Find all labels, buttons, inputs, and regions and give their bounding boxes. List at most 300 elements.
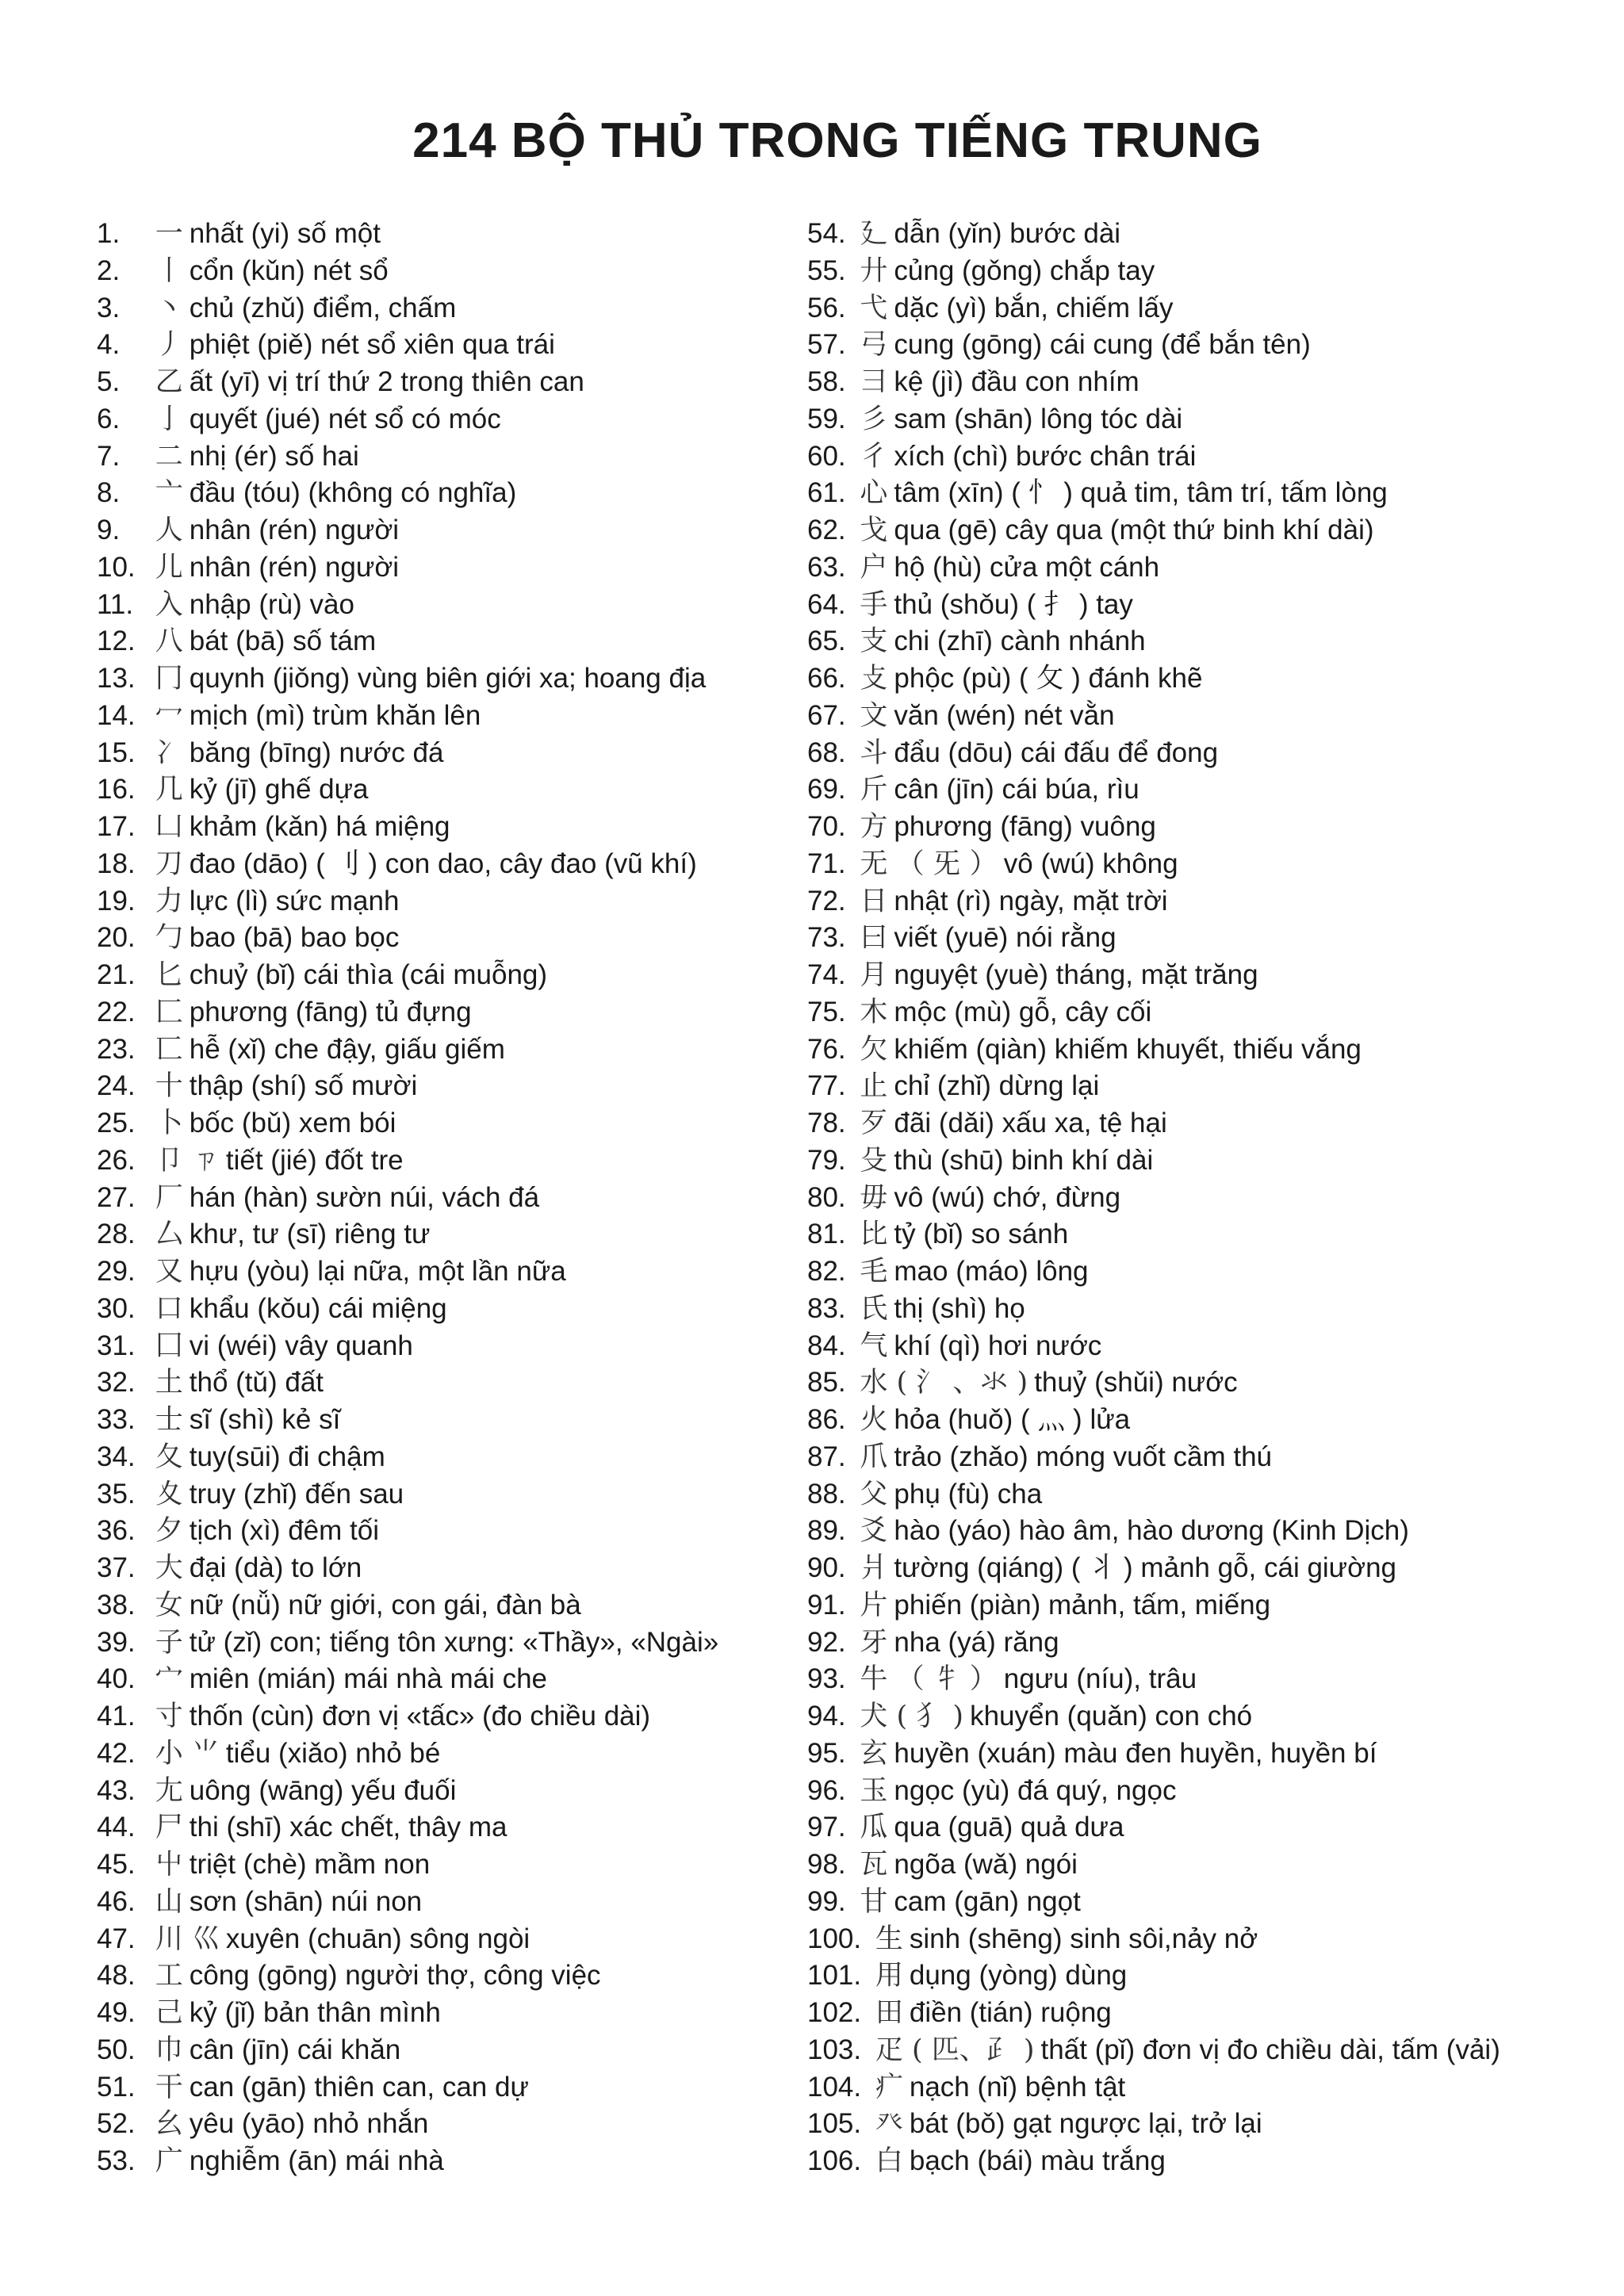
radical-description: thổ (tǔ) đất <box>189 1367 324 1399</box>
radical-row <box>807 1253 1600 1291</box>
radical-glyph: 冂 <box>155 663 183 695</box>
radical-glyph: 父 <box>860 1478 888 1510</box>
radical-glyph: 干 <box>155 2071 183 2103</box>
radical-row <box>97 1624 795 1662</box>
radical-number: 66. <box>807 663 846 694</box>
radical-description: cam (gān) ngọt <box>894 1885 1081 1917</box>
radical-number: 59. <box>807 403 846 434</box>
radical-glyph: 欠 <box>860 1033 888 1066</box>
radical-number: 94. <box>807 1701 846 1732</box>
radical-row <box>97 1773 795 1810</box>
radical-glyph: 丿 <box>155 329 183 362</box>
radical-row <box>807 1995 1600 2032</box>
radical-glyph: 心 <box>860 477 888 510</box>
radical-number: 74. <box>807 959 846 990</box>
radical-number: 23. <box>97 1033 136 1065</box>
radical-row <box>97 1402 795 1439</box>
radical-description: hào (yáo) hào âm, hào dương (Kinh Dịch) <box>894 1515 1409 1547</box>
radical-number: 14. <box>97 699 136 731</box>
radical-row <box>97 253 795 290</box>
radical-description: mao (máo) lông <box>894 1256 1089 1287</box>
radical-glyph: 毛 <box>860 1256 888 1288</box>
radical-row <box>807 1661 1600 1698</box>
radical-row <box>97 1995 795 2032</box>
radical-row <box>807 883 1600 920</box>
radical-glyph: 儿 <box>155 551 183 584</box>
radical-description: viết (yuē) nói rằng <box>894 922 1116 954</box>
radical-description: dặc (yì) bắn, chiếm lấy <box>894 292 1174 323</box>
radical-row <box>807 660 1600 698</box>
radical-row <box>97 1253 795 1291</box>
radical-description: nhất (yi) số một <box>189 218 381 249</box>
radical-row <box>807 364 1600 401</box>
radical-row <box>807 1105 1600 1142</box>
radical-glyph: 又 <box>155 1256 183 1288</box>
radical-glyph: 一 <box>155 218 183 250</box>
radical-number: 73. <box>807 922 846 954</box>
radical-number: 97. <box>807 1812 846 1843</box>
radical-description: qua (gē) cây qua (một thứ binh khí dài) <box>894 515 1374 545</box>
radical-glyph: 歹 <box>860 1108 888 1139</box>
radical-description: vô (wú) chớ, đừng <box>894 1181 1121 1213</box>
left-list <box>97 216 795 2180</box>
radical-row <box>97 1476 795 1513</box>
radical-row <box>807 1068 1600 1105</box>
radical-number: 88. <box>807 1478 846 1510</box>
radical-description: nhập (rù) vào <box>189 588 354 620</box>
radical-number: 30. <box>97 1292 136 1324</box>
radical-description: hỏa (huǒ) ( 灬 ) lửa <box>894 1404 1131 1435</box>
radical-row <box>97 1957 795 1995</box>
radical-number: 75. <box>807 996 846 1027</box>
radical-number: 98. <box>807 1849 846 1880</box>
radical-row <box>807 2032 1600 2069</box>
radical-glyph: 犬 ( 犭 ) <box>860 1701 964 1732</box>
radical-glyph: 土 <box>155 1367 183 1399</box>
radical-row <box>97 1698 795 1735</box>
radical-row <box>807 401 1600 438</box>
radical-glyph: 日 <box>860 885 888 917</box>
radical-glyph: 囗 <box>155 1330 183 1362</box>
radical-number: 45. <box>97 1849 136 1880</box>
radical-row <box>97 512 795 549</box>
radical-row <box>97 1809 795 1846</box>
radical-description: đại (dà) to lớn <box>189 1552 362 1583</box>
radical-row <box>97 1031 795 1069</box>
radical-number: 6. <box>97 403 121 434</box>
radical-description: can (gān) thiên can, can dự <box>189 2071 529 2103</box>
radical-list-left <box>97 216 795 2180</box>
radical-description: đầu (tóu) (không có nghĩa) <box>189 477 517 509</box>
radical-number: 43. <box>97 1774 136 1806</box>
radical-row <box>807 1884 1600 1921</box>
radical-description: tiết (jié) đốt tre <box>225 1144 404 1176</box>
radical-glyph: 二 <box>155 440 183 473</box>
radical-glyph: 爿 <box>860 1552 888 1584</box>
radical-description: yêu (yāo) nhỏ nhắn <box>189 2108 429 2140</box>
radical-row <box>807 1402 1600 1439</box>
radical-number: 52. <box>97 2108 136 2140</box>
radical-number: 50. <box>97 2034 136 2065</box>
radical-description: nạch (nǐ) bệnh tật <box>909 2071 1126 2103</box>
radical-row <box>807 735 1600 772</box>
radical-description: truy (zhǐ) đến sau <box>189 1478 404 1510</box>
radical-glyph: 攴 <box>860 663 888 695</box>
radical-row <box>807 512 1600 549</box>
radical-row <box>97 698 795 735</box>
radical-description: thuỷ (shǔi) nước <box>1034 1367 1238 1399</box>
radical-row <box>807 623 1600 660</box>
radical-row <box>807 475 1600 512</box>
radical-row <box>97 1105 795 1142</box>
radical-row <box>97 587 795 624</box>
radical-number: 35. <box>97 1478 136 1510</box>
radical-number: 40. <box>97 1663 136 1695</box>
radical-glyph: 卩 ㄗ <box>155 1144 220 1177</box>
radical-glyph: 弓 <box>860 329 888 362</box>
radical-number: 65. <box>807 626 846 657</box>
radical-number: 29. <box>97 1256 136 1287</box>
radical-glyph: 广 <box>155 2145 183 2177</box>
radical-glyph: 彐 <box>860 366 888 398</box>
radical-description: vô (wú) không <box>1003 848 1178 879</box>
radical-number: 60. <box>807 440 846 472</box>
radical-description: sĩ (shì) kẻ sĩ <box>189 1404 341 1435</box>
radical-row <box>97 549 795 587</box>
radical-row <box>807 1957 1600 1995</box>
radical-description: hựu (yòu) lại nữa, một lần nữa <box>189 1256 566 1287</box>
radical-number: 76. <box>807 1033 846 1065</box>
radical-number: 51. <box>97 2071 136 2103</box>
radical-glyph: 山 <box>155 1885 183 1918</box>
radical-description: củng (gǒng) chắp tay <box>894 254 1155 286</box>
radical-row <box>97 1846 795 1884</box>
radical-number: 106. <box>807 2145 862 2176</box>
radical-number: 26. <box>97 1144 136 1176</box>
radical-glyph: 尢 <box>155 1774 183 1807</box>
radical-description: tịch (xì) đêm tối <box>189 1515 379 1547</box>
radical-number: 102. <box>807 1997 862 2028</box>
radical-row <box>97 475 795 512</box>
radical-row <box>97 1550 795 1587</box>
radical-description: triệt (chè) mầm non <box>189 1849 431 1880</box>
radical-number: 19. <box>97 885 136 916</box>
radical-glyph: 廴 <box>860 218 888 250</box>
radical-glyph: 气 <box>860 1330 888 1362</box>
radical-number: 49. <box>97 1997 136 2028</box>
radical-description: bốc (bǔ) xem bói <box>189 1108 396 1138</box>
radical-description: khư, tư (sī) riêng tư <box>189 1219 431 1250</box>
radical-description: tử (zǐ) con; tiếng tôn xưng: «Thầy», «Ngài» <box>189 1626 719 1658</box>
radical-description: đẩu (dōu) cái đấu để đong <box>894 737 1219 768</box>
radical-row <box>97 2032 795 2069</box>
radical-glyph: 丨 <box>155 254 183 287</box>
radical-glyph: 爪 <box>860 1441 888 1473</box>
radical-number: 39. <box>97 1626 136 1658</box>
radical-glyph: 勹 <box>155 922 183 955</box>
radical-number: 82. <box>807 1256 846 1287</box>
radical-number: 27. <box>97 1181 136 1213</box>
radical-description: hán (hàn) sườn núi, vách đá <box>189 1181 540 1213</box>
radical-number: 55. <box>807 254 846 286</box>
radical-description: văn (wén) nét vằn <box>894 699 1115 731</box>
radical-number: 104. <box>807 2071 862 2103</box>
radical-description: cân (jīn) cái khăn <box>189 2034 401 2065</box>
radical-number: 47. <box>97 1923 136 1954</box>
radical-description: cân (jīn) cái búa, rìu <box>894 774 1139 806</box>
radical-number: 90. <box>807 1552 846 1583</box>
radical-glyph: 曰 <box>860 922 888 955</box>
radical-glyph: 巾 <box>155 2034 183 2066</box>
radical-description: miên (mián) mái nhà mái che <box>189 1663 548 1695</box>
radical-description: tiểu (xiǎo) nhỏ bé <box>225 1737 441 1769</box>
radical-row <box>807 2069 1600 2107</box>
radical-description: đãi (dǎi) xấu xa, tệ hại <box>894 1108 1167 1138</box>
radical-number: 44. <box>97 1812 136 1843</box>
radical-number: 100. <box>807 1923 862 1954</box>
radical-row <box>807 587 1600 624</box>
radical-row <box>97 1068 795 1105</box>
radical-number: 36. <box>97 1515 136 1547</box>
radical-description: lực (lì) sức mạnh <box>189 885 400 916</box>
radical-description: nữ (nǚ) nữ giới, con gái, đàn bà <box>189 1589 581 1621</box>
radical-row <box>97 994 795 1031</box>
radical-description: băng (bīng) nước đá <box>189 737 444 768</box>
radical-glyph: 匸 <box>155 1033 183 1066</box>
radical-glyph: 川 巛 <box>155 1923 220 1955</box>
radical-description: huyền (xuán) màu đen huyền, huyền bí <box>894 1737 1377 1769</box>
radical-description: hễ (xǐ) che đậy, giấu giếm <box>189 1033 505 1065</box>
radical-number: 62. <box>807 515 846 545</box>
radical-row <box>97 2106 795 2143</box>
radical-description: nhân (rén) người <box>189 515 400 545</box>
radical-row <box>97 2143 795 2180</box>
radical-row <box>807 1921 1600 1958</box>
radical-glyph: 卜 <box>155 1108 183 1139</box>
radical-number: 83. <box>807 1292 846 1324</box>
radical-row <box>807 1773 1600 1810</box>
radical-description: bát (bā) số tám <box>189 626 377 657</box>
radical-glyph: 尸 <box>155 1812 183 1844</box>
radical-row <box>97 883 795 920</box>
radical-description: ngưu (níu), trâu <box>1003 1663 1197 1695</box>
radical-number: 64. <box>807 588 846 620</box>
radical-description: nhân (rén) người <box>189 551 400 583</box>
radical-row <box>97 846 795 883</box>
radical-number: 95. <box>807 1737 846 1769</box>
radical-glyph: 瓜 <box>860 1812 888 1844</box>
radical-glyph: 冫 <box>155 737 183 769</box>
radical-description: cổn (kǔn) nét sổ <box>189 254 389 286</box>
radical-description: ngõa (wǎ) ngói <box>894 1849 1078 1880</box>
radical-glyph: 屮 <box>155 1849 183 1881</box>
radical-row <box>807 1291 1600 1328</box>
radical-number: 72. <box>807 885 846 916</box>
radical-number: 79. <box>807 1144 846 1176</box>
radical-number: 67. <box>807 699 846 731</box>
radical-row <box>807 1809 1600 1846</box>
radical-description: quynh (jiǒng) vùng biên giới xa; hoang địa <box>189 663 707 694</box>
radical-description: chi (zhī) cành nhánh <box>894 626 1146 657</box>
radical-description: tuy(sūi) đi chậm <box>189 1441 385 1472</box>
radical-row <box>807 1031 1600 1069</box>
radical-number: 32. <box>97 1367 136 1399</box>
radical-glyph: 毋 <box>860 1181 888 1214</box>
radical-number: 7. <box>97 440 121 472</box>
radical-glyph: 生 <box>875 1923 903 1955</box>
radical-description: thi (shī) xác chết, thây ma <box>189 1812 508 1843</box>
radical-glyph: 大 <box>155 1552 183 1584</box>
radical-description: nhật (rì) ngày, mặt trời <box>894 885 1168 916</box>
radical-number: 13. <box>97 663 136 694</box>
radical-number: 99. <box>807 1885 846 1917</box>
radical-glyph: 支 <box>860 626 888 658</box>
radical-number: 78. <box>807 1108 846 1138</box>
radical-row <box>807 327 1600 364</box>
radical-row <box>97 438 795 476</box>
radical-number: 28. <box>97 1219 136 1250</box>
radical-glyph: 玉 <box>860 1774 888 1807</box>
radical-glyph: 疒 <box>875 2071 903 2103</box>
radical-row <box>97 1513 795 1550</box>
radical-number: 34. <box>97 1441 136 1472</box>
radical-number: 91. <box>807 1589 846 1621</box>
radical-glyph: 牛 （ 牜 ） <box>860 1663 998 1696</box>
radical-number: 17. <box>97 811 136 842</box>
radical-description: thốn (cùn) đơn vị «tấc» (đo chiều dài) <box>189 1701 651 1732</box>
radical-number: 86. <box>807 1404 846 1435</box>
radical-number: 57. <box>807 329 846 361</box>
radical-glyph: 匚 <box>155 996 183 1028</box>
radical-number: 12. <box>97 626 136 657</box>
radical-glyph: 氏 <box>860 1292 888 1325</box>
radical-row <box>807 809 1600 846</box>
radical-description: bao (bā) bao bọc <box>189 922 400 954</box>
radical-description: phộc (pù) ( 攵 ) đánh khẽ <box>894 663 1203 694</box>
radical-glyph: 宀 <box>155 1663 183 1696</box>
radical-row <box>807 549 1600 587</box>
radical-glyph: 亅 <box>155 403 183 435</box>
radical-number: 87. <box>807 1441 846 1472</box>
radical-row <box>97 290 795 327</box>
radical-description: cung (gōng) cái cung (để bắn tên) <box>894 329 1311 361</box>
radical-description: thị (shì) họ <box>894 1292 1025 1324</box>
radical-description: uông (wāng) yếu đuối <box>189 1774 457 1806</box>
radical-list-right <box>807 216 1600 2180</box>
radical-glyph: 火 <box>860 1404 888 1436</box>
radical-number: 21. <box>97 959 136 990</box>
radical-row <box>807 957 1600 994</box>
radical-row <box>807 1698 1600 1735</box>
radical-glyph: 瓦 <box>860 1849 888 1881</box>
radical-row <box>97 809 795 846</box>
radical-glyph: 斤 <box>860 774 888 806</box>
radical-number: 96. <box>807 1774 846 1806</box>
radical-glyph: 寸 <box>155 1701 183 1732</box>
radical-number: 48. <box>97 1960 136 1992</box>
radical-number: 68. <box>807 737 846 768</box>
radical-number: 93. <box>807 1663 846 1695</box>
radical-row <box>97 1884 795 1921</box>
radical-glyph: 亠 <box>155 477 183 510</box>
radical-description: xuyên (chuān) sông ngòi <box>225 1923 530 1954</box>
radical-number: 25. <box>97 1108 136 1138</box>
radical-row <box>97 1587 795 1624</box>
radical-glyph: 夊 <box>155 1478 183 1510</box>
radical-glyph: 小 ⺌ <box>155 1737 220 1770</box>
radical-glyph: 十 <box>155 1070 183 1103</box>
radical-description: tường (qiáng) ( 丬 ) mảnh gỗ, cái giường <box>894 1552 1396 1583</box>
radical-description: sinh (shēng) sinh sôi,nảy nở <box>909 1923 1258 1954</box>
radical-row <box>807 290 1600 327</box>
radical-description: sơn (shān) núi non <box>189 1885 423 1917</box>
radical-row <box>97 1180 795 1217</box>
radical-glyph: 止 <box>860 1070 888 1103</box>
radical-glyph: 爻 <box>860 1515 888 1548</box>
radical-description: phương (fāng) vuông <box>894 811 1156 842</box>
radical-description: bạch (bái) màu trắng <box>909 2145 1166 2176</box>
radical-glyph: 玄 <box>860 1737 888 1770</box>
radical-glyph: 癶 <box>875 2108 903 2141</box>
radical-description: phiến (piàn) mảnh, tấm, miếng <box>894 1589 1271 1621</box>
radical-row <box>807 1846 1600 1884</box>
radical-number: 101. <box>807 1960 862 1992</box>
radical-number: 84. <box>807 1330 846 1361</box>
radical-glyph: 人 <box>155 515 183 546</box>
radical-glyph: 文 <box>860 699 888 732</box>
radical-row <box>807 253 1600 290</box>
radical-description: công (gōng) người thợ, công việc <box>189 1960 601 1992</box>
radical-row <box>97 1291 795 1328</box>
radical-number: 16. <box>97 774 136 806</box>
radical-glyph: 甘 <box>860 1885 888 1918</box>
radical-glyph: 己 <box>155 1997 183 2029</box>
radical-row <box>97 660 795 698</box>
radical-glyph: 廾 <box>860 254 888 287</box>
radical-glyph: 戈 <box>860 515 888 546</box>
radical-glyph: 斗 <box>860 737 888 769</box>
radical-row <box>807 438 1600 476</box>
radical-glyph: 彳 <box>860 440 888 473</box>
radical-number: 77. <box>807 1070 846 1102</box>
radical-description: tâm (xīn) ( 忄 ) quả tim, tâm trí, tấm lòng <box>894 477 1388 509</box>
radical-description: khẩu (kǒu) cái miệng <box>189 1292 447 1324</box>
radical-description: sam (shān) lông tóc dài <box>894 403 1183 434</box>
radical-row <box>97 216 795 253</box>
radical-number: 24. <box>97 1070 136 1102</box>
radical-description: quyết (jué) nét sổ có móc <box>189 403 501 434</box>
radical-description: nghiễm (ān) mái nhà <box>189 2145 444 2176</box>
radical-number: 58. <box>807 366 846 397</box>
radical-number: 10. <box>97 551 136 583</box>
radical-description: thất (pǐ) đơn vị đo chiều dài, tấm (vải) <box>1040 2034 1500 2065</box>
radical-number: 20. <box>97 922 136 954</box>
radical-glyph: 士 <box>155 1404 183 1436</box>
radical-row <box>97 327 795 364</box>
radical-description: đao (dāo) ( 刂 ) con dao, cây đao (vũ khí) <box>189 848 697 879</box>
radical-glyph: 白 <box>875 2145 903 2177</box>
radical-number: 18. <box>97 848 136 879</box>
radical-number: 22. <box>97 996 136 1027</box>
radical-glyph: 入 <box>155 588 183 621</box>
radical-glyph: 刀 <box>155 848 183 880</box>
radical-glyph: 用 <box>875 1960 903 1992</box>
radical-glyph: 手 <box>860 588 888 621</box>
radical-description: hộ (hù) cửa một cánh <box>894 551 1160 583</box>
radical-description: xích (chì) bước chân trái <box>894 440 1197 472</box>
radical-description: khiếm (qiàn) khiếm khuyết, thiếu vắng <box>894 1033 1362 1065</box>
radical-row <box>807 1476 1600 1513</box>
